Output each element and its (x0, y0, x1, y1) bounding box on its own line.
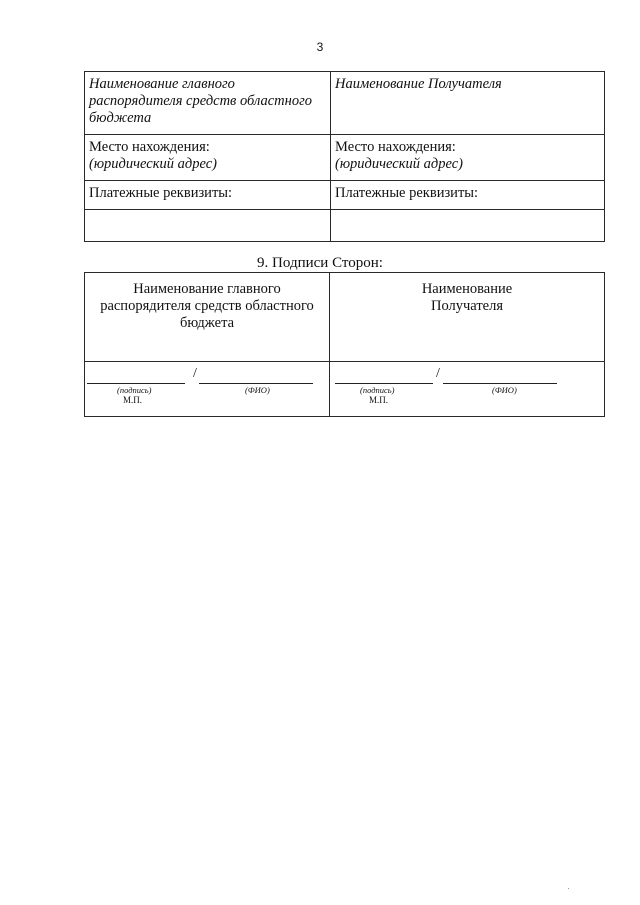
signature-line (335, 382, 433, 384)
recipient-signature-title-cell (330, 273, 605, 362)
signature-line (87, 382, 185, 384)
title-line: Наименование (421, 281, 513, 297)
signature-block (330, 362, 604, 416)
legal-address-label: (юридический адрес) (89, 156, 217, 172)
title-line: бюджета (179, 315, 235, 331)
chief-manager-signature-title-cell (85, 273, 330, 362)
table-row (85, 72, 605, 135)
chief-manager-name-cell (85, 72, 331, 135)
signature-caption: (подпись) (117, 385, 152, 395)
recipient-signature-cell (330, 362, 605, 417)
table-row (85, 362, 605, 417)
title-line: распорядителя средств областного (100, 298, 314, 314)
chief-manager-name: Наименование главного распорядителя средств областного бюджета (89, 76, 312, 126)
stamp-label: М.П. (369, 395, 389, 405)
name-line (199, 382, 313, 384)
recipient-name: Наименование Получателя (335, 76, 502, 92)
empty-cell (85, 210, 331, 242)
table-row (85, 273, 605, 362)
location-label: Место нахождения: (335, 139, 456, 155)
chief-manager-location-cell (85, 135, 331, 181)
legal-address-label: (юридический адрес) (335, 156, 463, 172)
table-row (85, 210, 605, 242)
signatures-table (84, 272, 605, 417)
party-details-table (84, 71, 605, 242)
separator-slash: / (193, 366, 197, 381)
chief-manager-signature-cell (85, 362, 330, 417)
signature-block (85, 362, 329, 416)
recipient-name-cell (331, 72, 605, 135)
recipient-payment-cell (331, 181, 605, 210)
recipient-location-cell (331, 135, 605, 181)
scan-speck (568, 888, 569, 889)
page-number: 3 (316, 40, 324, 54)
empty-cell (331, 210, 605, 242)
name-caption: (ФИО) (492, 385, 517, 395)
chief-manager-payment-cell (85, 181, 331, 210)
location-label: Место нахождения: (89, 139, 210, 155)
stamp-label: М.П. (123, 395, 143, 405)
table-row (85, 135, 605, 181)
name-caption: (ФИО) (245, 385, 270, 395)
table-row (85, 181, 605, 210)
payment-details-label: Платежные реквизиты: (335, 185, 479, 201)
title-line: Получателя (430, 298, 504, 314)
name-line (443, 382, 557, 384)
separator-slash: / (436, 366, 440, 381)
signature-caption: (подпись) (360, 385, 395, 395)
title-line: Наименование главного (133, 281, 281, 297)
payment-details-label: Платежные реквизиты: (89, 185, 233, 201)
section-heading: 9. Подписи Сторон: (257, 255, 383, 271)
